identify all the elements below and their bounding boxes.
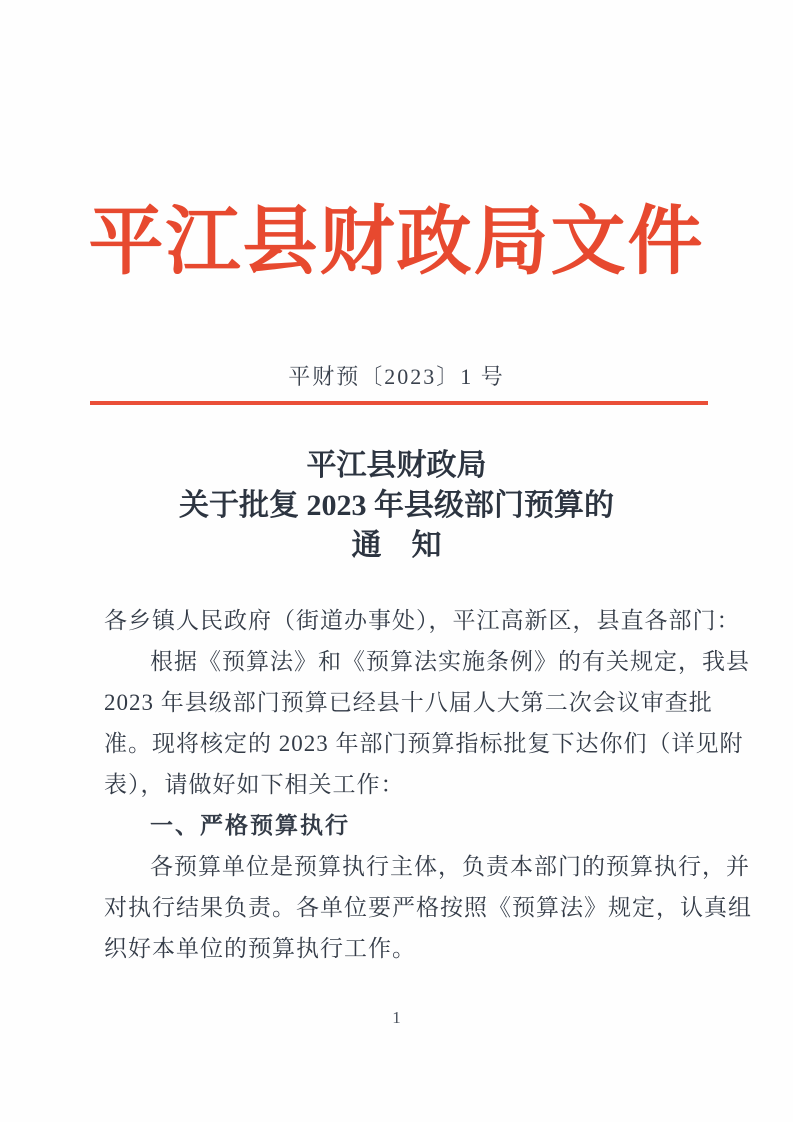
body-line: 各预算单位是预算执行主体，负责本部门的预算执行，并 [150,854,750,879]
body-line-salutation: 各乡镇人民政府（街道办事处），平江高新区，县直各部门： [104,608,741,633]
document-title-line-2: 关于批复 2023 年县级部门预算的 [179,489,614,522]
document-title [0,446,793,566]
document-number: 平财预〔2023〕1 号 [288,364,505,389]
document-title-line-3: 通 知 [351,529,442,562]
body-line: 2023 年县级部门预算已经县十八届人大第二次会议审查批 [104,690,713,715]
document-body [104,600,752,969]
body-line: 表），请做好如下相关工作： [104,772,405,797]
body-line: 根据《预算法》和《预算法实施条例》的有关规定，我县 [150,649,750,674]
body-section-heading: 一、严格预算执行 [150,812,350,838]
document-title-line-1: 平江县财政局 [306,449,487,482]
page-number: 1 [392,1008,401,1027]
red-separator-line [90,401,708,405]
body-line: 准。现将核定的 2023 年部门预算指标批复下达你们（详见附 [104,731,744,756]
body-line: 对执行结果负责。各单位要严格按照《预算法》规定，认真组 [104,895,752,920]
red-header-banner-title: 平江县财政局文件 [88,201,705,284]
body-line: 织好本单位的预算执行工作。 [104,936,416,961]
